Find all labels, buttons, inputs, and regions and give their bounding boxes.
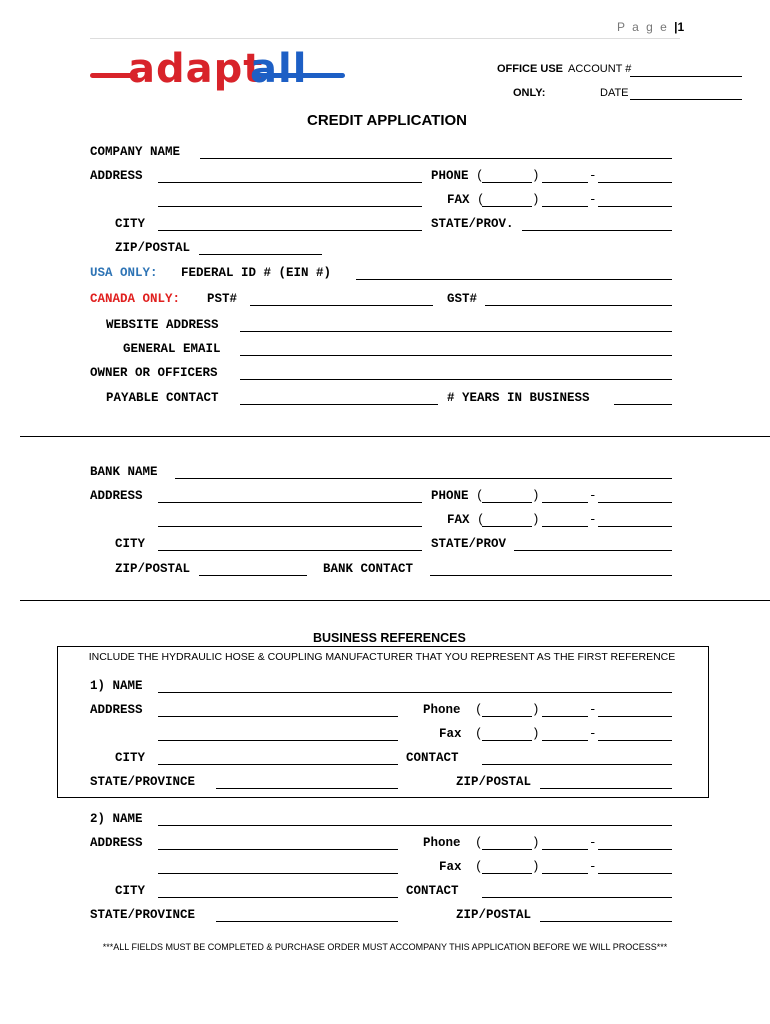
ref2-fax-paren-close: ) (532, 860, 540, 874)
city-label: CITY (115, 217, 146, 231)
page-number (617, 20, 684, 34)
ref2-phone-paren-open: ( (475, 836, 483, 850)
bank-address-label: ADDRESS (90, 489, 143, 503)
phone-paren-close: ) (532, 169, 540, 183)
fax-number-field[interactable] (598, 206, 672, 207)
fax-label-text: FAX (447, 193, 470, 207)
bank-zip-label: ZIP/POSTAL (115, 562, 191, 576)
zip-field[interactable] (199, 254, 322, 255)
ref1-state-label: STATE/PROVINCE (90, 775, 196, 789)
phone-label: PHONE ( (431, 169, 484, 183)
zip-label: ZIP/POSTAL (115, 241, 191, 255)
ref1-fax-prefix-field[interactable] (542, 740, 588, 741)
section-divider-2 (20, 600, 770, 601)
ref2-zip-field[interactable] (540, 921, 672, 922)
bank-phone-label-text: PHONE (431, 489, 469, 503)
ref2-phone-area-field[interactable] (482, 849, 532, 850)
canada-only-label: CANADA ONLY: (90, 292, 181, 306)
federal-id-label: FEDERAL ID # (EIN #) (181, 266, 332, 280)
references-heading: BUSINESS REFERENCES (313, 631, 466, 645)
page-title: CREDIT APPLICATION (307, 112, 467, 129)
ref2-fax-dash: - (589, 860, 597, 874)
bank-name-label: BANK NAME (90, 465, 158, 479)
ref1-fax-paren-close: ) (532, 727, 540, 741)
ref2-phone-dash: - (589, 836, 597, 850)
ref1-zip-field[interactable] (540, 788, 672, 789)
bank-contact-label: BANK CONTACT (323, 562, 414, 576)
bank-zip-field[interactable] (199, 575, 307, 576)
footer-note: ***ALL FIELDS MUST BE COMPLETED & PURCHASE ORDER MUST ACCOMPANY THIS APPLICATION BEFORE WE WILL PROCESS*** (102, 942, 668, 952)
bank-phone-area-field[interactable] (482, 502, 532, 503)
ref2-phone-label: Phone (423, 836, 461, 850)
email-label: GENERAL EMAIL (123, 342, 221, 356)
bank-fax-number-field[interactable] (598, 526, 672, 527)
phone-dash: - (589, 169, 597, 183)
payable-contact-field[interactable] (240, 404, 438, 405)
ref1-phone-dash: - (589, 703, 597, 717)
ref2-city-field[interactable] (158, 897, 398, 898)
ref1-phone-prefix-field[interactable] (542, 716, 588, 717)
fax-dash: - (589, 193, 597, 207)
payable-contact-label: PAYABLE CONTACT (106, 391, 219, 405)
bank-fax-dash: - (589, 513, 597, 527)
state-field[interactable] (522, 230, 672, 231)
bank-address-field-1[interactable] (158, 502, 422, 503)
gst-label: GST# (447, 292, 478, 306)
bank-fax-prefix-field[interactable] (542, 526, 588, 527)
company-name-label: COMPANY NAME (90, 145, 181, 159)
phone-prefix-field[interactable] (542, 182, 588, 183)
ref1-state-field[interactable] (216, 788, 398, 789)
fax-prefix-field[interactable] (542, 206, 588, 207)
bank-city-label: CITY (115, 537, 146, 551)
bank-name-field[interactable] (175, 478, 672, 479)
ref1-address-field-1[interactable] (158, 716, 398, 717)
ref2-name-field[interactable] (158, 825, 672, 826)
ref1-fax-dash: - (589, 727, 597, 741)
office-use-label: OFFICE USE (497, 63, 564, 75)
state-label: STATE/PROV. (431, 217, 514, 231)
section-divider-1 (20, 436, 770, 437)
bank-fax-label-text: FAX (447, 513, 470, 527)
ref2-state-label: STATE/PROVINCE (90, 908, 196, 922)
ref2-phone-prefix-field[interactable] (542, 849, 588, 850)
bank-phone-dash: - (589, 489, 597, 503)
ref1-fax-paren-open: ( (475, 727, 483, 741)
pst-field[interactable] (250, 305, 433, 306)
website-label: WEBSITE ADDRESS (106, 318, 219, 332)
references-instruction: INCLUDE THE HYDRAULIC HOSE & COUPLING MANUFACTURER THAT YOU REPRESENT AS THE FIRST REFERENCE (88, 651, 676, 663)
page-label: P a g e (617, 20, 669, 34)
ref1-name-field[interactable] (158, 692, 672, 693)
ref2-state-field[interactable] (216, 921, 398, 922)
pst-label: PST# (207, 292, 238, 306)
city-field[interactable] (158, 230, 422, 231)
phone-label-text: PHONE (431, 169, 469, 183)
account-field[interactable] (630, 76, 742, 77)
usa-only-label: USA ONLY: (90, 266, 158, 280)
years-label: # YEARS IN BUSINESS (447, 391, 590, 405)
ref2-contact-label: CONTACT (406, 884, 459, 898)
address-field-2[interactable] (158, 206, 422, 207)
ref2-fax-prefix-field[interactable] (542, 873, 588, 874)
ref1-phone-area-field[interactable] (482, 716, 532, 717)
federal-id-field[interactable] (356, 279, 672, 280)
page-number-value: 1 (677, 20, 685, 34)
date-field[interactable] (630, 99, 742, 100)
header-rule (90, 38, 680, 39)
bank-address-field-2[interactable] (158, 526, 422, 527)
bank-fax-area-field[interactable] (482, 526, 532, 527)
website-field[interactable] (240, 331, 672, 332)
bank-state-label: STATE/PROV (431, 537, 507, 551)
ref2-name-label: 2) NAME (90, 812, 143, 826)
page-separator: | (674, 20, 678, 34)
ref1-contact-label: CONTACT (406, 751, 459, 765)
fax-label: FAX ( (447, 193, 485, 207)
ref2-fax-area-field[interactable] (482, 873, 532, 874)
bank-fax-label: FAX ( (447, 513, 485, 527)
bank-fax-paren-close: ) (532, 513, 540, 527)
phone-area-field[interactable] (482, 182, 532, 183)
ref2-fax-paren-open: ( (475, 860, 483, 874)
ref1-phone-label: Phone (423, 703, 461, 717)
ref2-address-field-2[interactable] (158, 873, 398, 874)
bank-contact-field[interactable] (430, 575, 672, 576)
ref1-phone-paren-open: ( (475, 703, 483, 717)
ref2-address-field-1[interactable] (158, 849, 398, 850)
ref1-address-label: ADDRESS (90, 703, 143, 717)
company-name-field[interactable] (200, 158, 672, 159)
ref2-phone-paren-close: ) (532, 836, 540, 850)
ref2-zip-label: ZIP/POSTAL (456, 908, 532, 922)
ref1-phone-number-field[interactable] (598, 716, 672, 717)
ref1-address-field-2[interactable] (158, 740, 398, 741)
ref1-fax-label: Fax (439, 727, 462, 741)
bank-city-field[interactable] (158, 550, 422, 551)
gst-field[interactable] (485, 305, 672, 306)
logo-text-adapt: adapt (128, 46, 264, 92)
office-use-only-label: ONLY: (513, 87, 546, 99)
account-label: ACCOUNT # (568, 63, 632, 75)
ref1-contact-field[interactable] (482, 764, 672, 765)
ref1-city-label: CITY (115, 751, 146, 765)
fax-area-field[interactable] (482, 206, 532, 207)
owners-field[interactable] (240, 379, 672, 380)
adaptall-logo (90, 46, 350, 101)
ref2-fax-label: Fax (439, 860, 462, 874)
ref2-city-label: CITY (115, 884, 146, 898)
bank-phone-label: PHONE ( (431, 489, 484, 503)
phone-number-field[interactable] (598, 182, 672, 183)
ref2-fax-number-field[interactable] (598, 873, 672, 874)
ref1-phone-paren-close: ) (532, 703, 540, 717)
owners-label: OWNER OR OFFICERS (90, 366, 218, 380)
ref1-zip-label: ZIP/POSTAL (456, 775, 532, 789)
ref2-phone-number-field[interactable] (598, 849, 672, 850)
ref1-city-field[interactable] (158, 764, 398, 765)
logo-text-all: all (250, 46, 308, 92)
address-field-1[interactable] (158, 182, 422, 183)
years-field[interactable] (614, 404, 672, 405)
bank-phone-number-field[interactable] (598, 502, 672, 503)
address-label: ADDRESS (90, 169, 143, 183)
bank-phone-prefix-field[interactable] (542, 502, 588, 503)
ref1-fax-number-field[interactable] (598, 740, 672, 741)
email-field[interactable] (240, 355, 672, 356)
bank-phone-paren-close: ) (532, 489, 540, 503)
bank-state-field[interactable] (514, 550, 672, 551)
ref1-fax-area-field[interactable] (482, 740, 532, 741)
ref2-address-label: ADDRESS (90, 836, 143, 850)
fax-paren-close: ) (532, 193, 540, 207)
ref2-contact-field[interactable] (482, 897, 672, 898)
date-label: DATE (600, 87, 629, 99)
ref1-name-label: 1) NAME (90, 679, 143, 693)
